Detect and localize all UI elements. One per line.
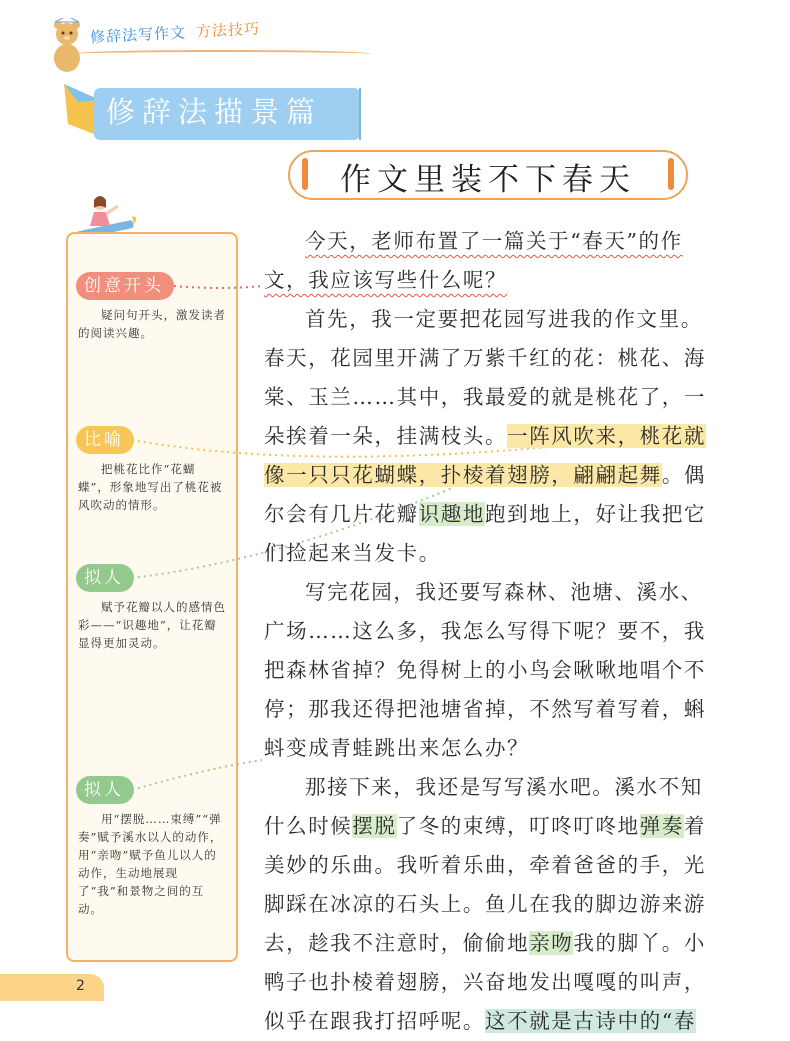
note-text-opening: 疑问句开头，激发读者的阅读兴趣。 [78,308,226,340]
essay-highlight-personification: 摆脱 [352,814,397,838]
essay-body [264,222,712,1041]
essay-segment: 了冬的束缚，叮咚叮咚地 [396,814,640,838]
book-series-title [90,18,261,48]
note-text-personification-2: 用“摆脱……束缚”“弹奏”赋予溪水以人的动作，用“亲吻”赋予鱼儿以人的动作，生动地展现了“我”和景物之间的互动。 [78,812,223,916]
note-tag-metaphor: 比喻 [76,426,134,454]
note-tag-personification-2: 拟人 [76,776,134,804]
essay-segment: 今天，老师布置了一篇关于“春天”的作文，我应该写些什么呢？ [264,229,683,292]
essay-segment: 着美妙的乐曲。我听着乐曲，牵着爸爸的手，光脚踩在冰凉的石头上。鱼儿在我的脚边游来游去，趁我不注意时，偷偷地 [264,814,707,955]
essay-title: 作文里装不下春天 [340,162,636,198]
essay-segment: 我的脚丫。小鸭子也扑棱着翅膀，兴奋地发出嘎嘎的叫声，似乎在跟我打招呼呢。 [264,931,707,1033]
note-tag-opening: 创意开头 [76,272,174,300]
book-title-main: 修辞法写作文 [89,23,187,47]
essay-highlight-personification: 亲吻 [529,931,574,955]
essay-highlight-quote: 这不就是古诗中的“春 [485,1009,696,1033]
essay-segment: 那接下来，我还是写写溪水吧。溪水不知什么时候 [264,775,703,838]
note-tag-personification-1: 拟人 [76,564,134,592]
book-title-sub: 方法技巧 [195,19,261,41]
page-number-tab [0,974,104,1001]
note-text-metaphor: 把桃花比作“花蝴蝶”，形象地写出了桃花被风吹动的情形。 [78,462,223,512]
essay-segment: 首先，我一定要把花园写进我的作文里。春天，花园里开满了万紫千红的花：桃花、海棠、玉兰……其中，我最爱的就是桃花了，一朵挨着一朵，挂满枝头。 [264,307,706,448]
essay-segment: 写完花园，我还要写森林、池塘、溪水、广场……这么多，我怎么写得下呢？要不，我把森林省掉？免得树上的小鸟会啾啾地唱个不停；那我还得把池塘省掉，不然写着写着，蝌蚪变成青蛙跳出来怎么办？ [264,580,706,760]
essay-segment: 。偶尔会有几片花瓣 [264,463,707,526]
essay-highlight-metaphor: 一阵风吹来，桃花就像一只只花蝴蝶，扑棱着翅膀，翩翩起舞 [264,424,707,487]
note-text-personification-1: 赋予花瓣以人的感情色彩——“识趣地”，让花瓣显得更加灵动。 [78,600,226,650]
essay-paragraph [264,300,712,573]
essay-segment: 跑到地上，好让我把它们捡起来当发卡。 [264,502,707,565]
page-number: 2 [76,978,85,994]
header-ribbon-line [72,50,372,58]
essay-paragraph [264,222,712,300]
section-title: 修辞法描景篇 [106,95,323,129]
essay-paragraph [264,573,712,768]
essay-title-frame [288,150,688,200]
bear-mascot-icon [46,18,88,74]
essay-highlight-personification: 识趣地 [418,502,486,526]
essay-paragraph [264,768,712,1041]
essay-highlight-personification: 弹奏 [639,814,684,838]
